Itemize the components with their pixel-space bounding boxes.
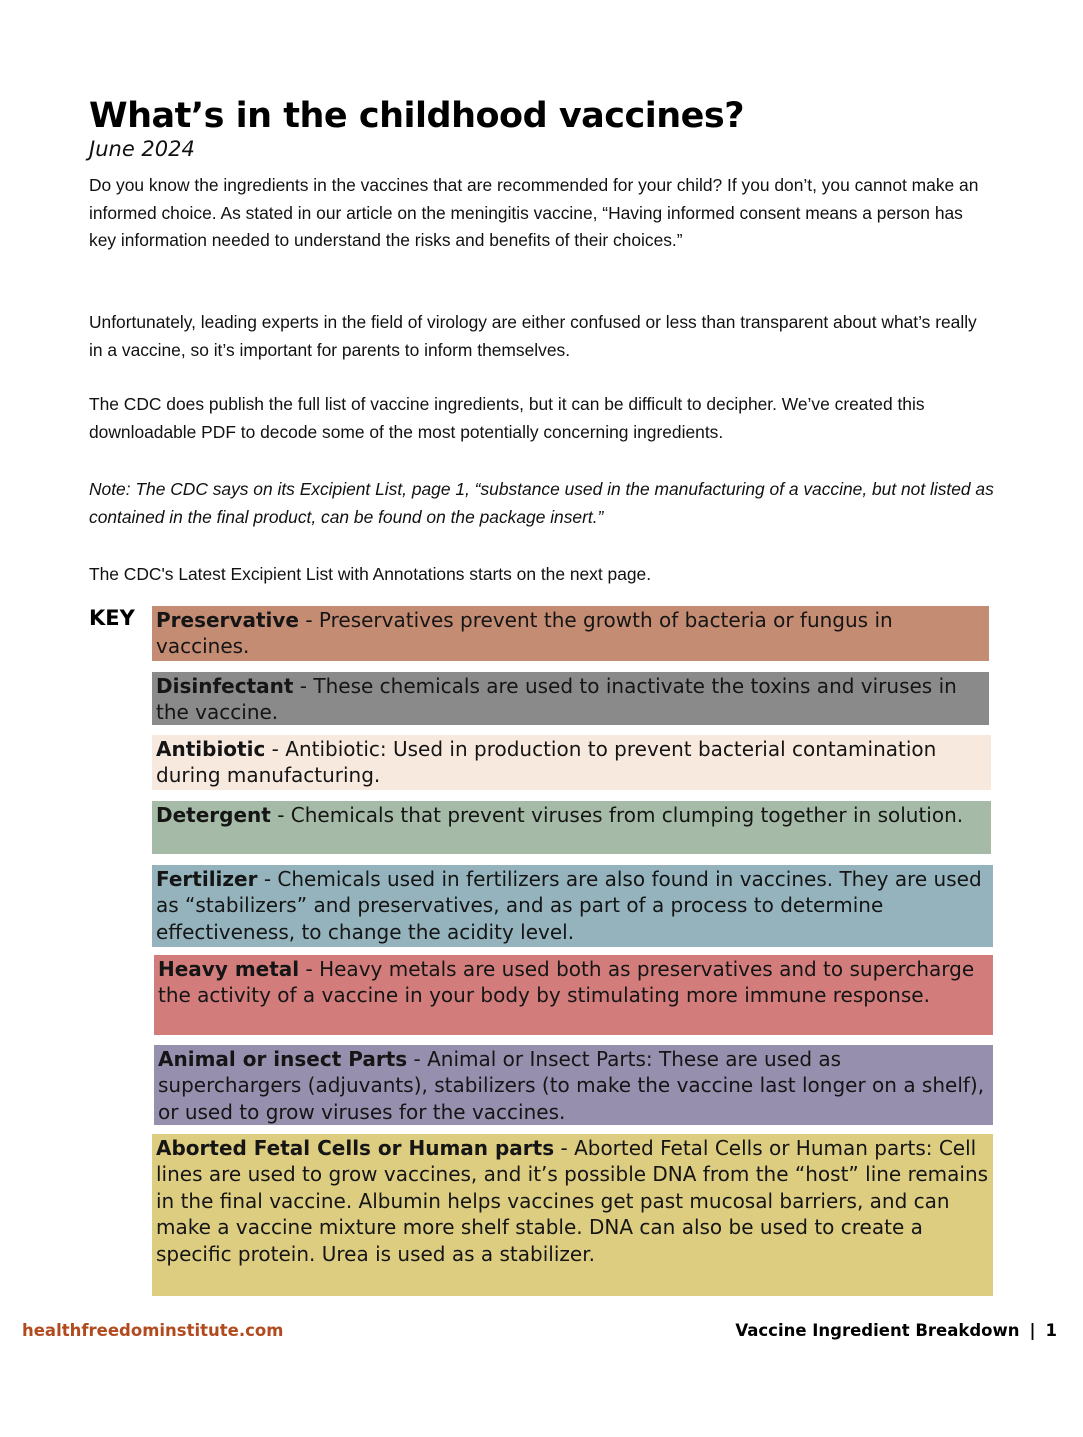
intro-paragraph: The CDC does publish the full list of vaccine ingredients, but it can be difficult to decipher. We’ve created this downloadable PDF to decode some of the most potentially concerning ingredients.	[89, 394, 925, 442]
key-item-name: Antibiotic	[156, 737, 266, 761]
cdc-note: Note: The CDC says on its Excipient List, page 1, “substance used in the manufacturing of a vaccine, but not listed as contained in the final product, can be found on the package insert.”	[89, 479, 994, 527]
key-item-antibiotic	[152, 735, 991, 790]
footer-document-title: Vaccine Ingredient Breakdown	[735, 1321, 1020, 1340]
key-item-description: - Chemicals that prevent viruses from clumping together in solution.	[270, 803, 964, 827]
key-item-heavy-metal	[154, 955, 993, 1035]
key-item-name: Detergent	[156, 803, 271, 827]
page-title: What’s in the childhood vaccines?	[89, 96, 745, 136]
key-item-description: - Preservatives prevent the growth of bacteria or fungus in vaccines.	[156, 608, 893, 659]
intro-paragraph: Do you know the ingredients in the vaccines that are recommended for your child? If you don’t, you cannot make an informed choice. As stated in our article on the meningitis vaccine, “Having informed consent means a person has key information needed to understand the risks and benefits of their choices.”	[89, 175, 979, 250]
footer-separator: |	[1029, 1321, 1036, 1340]
footer-website: healthfreedominstitute.com	[22, 1321, 284, 1340]
key-item-name: Heavy metal	[158, 957, 300, 981]
key-item-description: - These chemicals are used to inactivate the toxins and viruses in the vaccine.	[156, 674, 957, 725]
footer-document-info	[735, 1321, 1057, 1340]
intro-paragraph: Unfortunately, leading experts in the field of virology are either confused or less than transparent about what’s really in a vaccine, so it’s important for parents to inform themselves.	[89, 312, 977, 360]
key-item-description: - Aborted Fetal Cells or Human parts: Cell lines are used to grow vaccines, and it’s possible DNA from the “host” line remains in the final vaccine. Albumin helps vaccines get past mucosal barriers, and can make a vaccine mixture more shelf stable. DNA can also be used to create a specific protein. Urea is used as a stabilizer.	[156, 1136, 989, 1266]
key-item-name: Disinfectant	[156, 674, 294, 698]
next-page-note: The CDC's Latest Excipient List with Annotations starts on the next page.	[89, 564, 652, 584]
publish-date: June 2024	[89, 137, 195, 161]
key-item-name: Aborted Fetal Cells or Human parts	[156, 1136, 555, 1160]
key-item-name: Preservative	[156, 608, 299, 632]
key-item-name: Fertilizer	[156, 867, 258, 891]
key-label: KEY	[89, 606, 135, 630]
key-item-name: Animal or insect Parts	[158, 1047, 408, 1071]
key-item-disinfectant	[152, 672, 989, 725]
key-item-description: - Animal or Insect Parts: These are used as superchargers (adjuvants), stabilizers (to make the vaccine last longer on a shelf), or used to grow viruses for the vaccines.	[158, 1047, 985, 1124]
key-item-fetal-human-parts	[152, 1134, 993, 1296]
key-item-fertilizer	[152, 865, 993, 947]
key-item-animal-insect-parts	[154, 1045, 993, 1125]
key-item-description: - Chemicals used in fertilizers are also found in vaccines. They are used as “stabilizers” and preservatives, and as part of a process to determine effectiveness, to change the acidity level.	[156, 867, 982, 944]
key-item-detergent	[152, 801, 991, 854]
key-item-preservative	[152, 606, 989, 661]
page-number: 1	[1045, 1321, 1057, 1340]
key-item-description: - Heavy metals are used both as preservatives and to supercharge the activity of a vaccine in your body by stimulating more immune response.	[158, 957, 975, 1008]
key-item-description: - Antibiotic: Used in production to prevent bacterial contamination during manufacturing.	[156, 737, 937, 788]
